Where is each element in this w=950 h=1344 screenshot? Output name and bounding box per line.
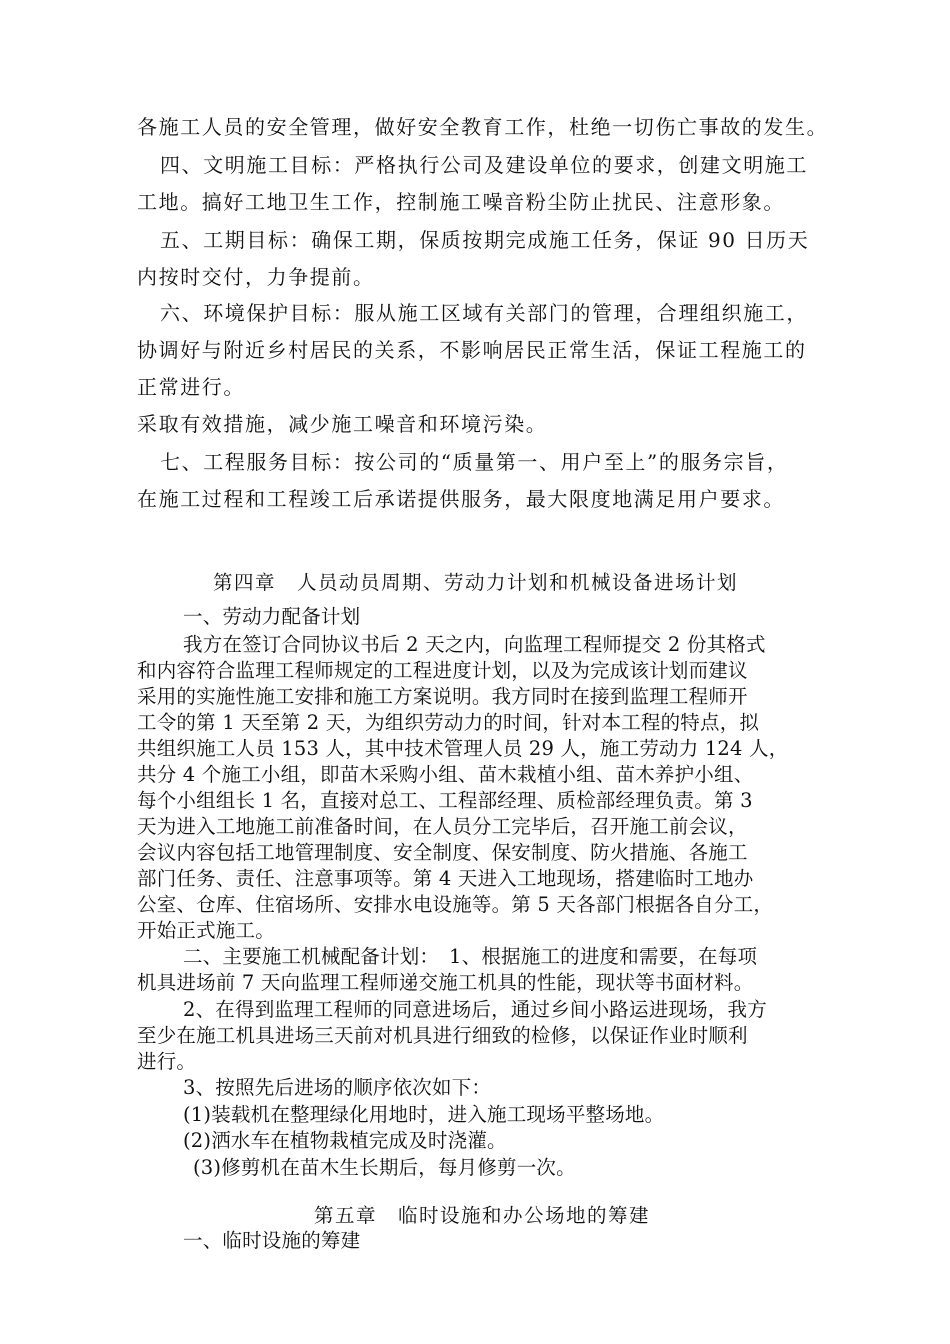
paragraph-line: 采用的实施性施工安排和施工方案说明。我方同时在接到监理工程师开 bbox=[137, 685, 748, 708]
paragraph-line: 每个小组组长 1 名，直接对总工、工程部经理、质检部经理负责。第 3 bbox=[137, 789, 753, 812]
paragraph-line: 工地。搞好工地卫生工作，控制施工噪音粉尘防止扰民、注意形象。 bbox=[137, 190, 785, 214]
list-item: (3)修剪机在苗木生长期后，每月修剪一次。 bbox=[193, 1156, 576, 1179]
paragraph-line: 公室、仓库、住宿场所、安排水电设施等。第 5 天各部门根据各自分工， bbox=[137, 893, 774, 916]
list-item: (1)装载机在整理绿化用地时，进入施工现场平整场地。 bbox=[183, 1103, 665, 1126]
paragraph-line: 七、工程服务目标：按公司的“质量第一、用户至上”的服务宗旨， bbox=[160, 450, 789, 474]
paragraph-line: 内按时交付，力争提前。 bbox=[137, 265, 375, 289]
paragraph-line: 共组织施工人员 153 人，其中技术管理人员 29 人，施工劳动力 124 人， bbox=[137, 737, 789, 760]
paragraph-line: 正常进行。 bbox=[137, 375, 245, 399]
paragraph-line: 天为进入工地施工前准备时间，在人员分工完毕后，召开施工前会议， bbox=[137, 815, 748, 838]
chapter-5-title: 第五章 临时设施和办公场地的筹建 bbox=[314, 1204, 651, 1227]
paragraph-line: 和内容符合监理工程师规定的工程进度计划，以及为完成该计划而建议 bbox=[137, 659, 748, 682]
paragraph-line: 五、工期目标：确保工期，保质按期完成施工任务，保证 90 日历天 bbox=[160, 228, 810, 252]
list-item: (2)洒水车在植物栽植完成及时浇灌。 bbox=[183, 1129, 507, 1152]
paragraph-line: 各施工人员的安全管理，做好安全教育工作，杜绝一切伤亡事故的发生。 bbox=[137, 115, 829, 139]
paragraph-line: 2、在得到监理工程师的同意进场后，通过乡间小路运进现场，我方 bbox=[183, 998, 767, 1021]
chapter-4-title: 第四章 人员动员周期、劳动力计划和机械设备进场计划 bbox=[213, 571, 739, 594]
paragraph-line: 四、文明施工目标：严格执行公司及建设单位的要求，创建文明施工 bbox=[160, 153, 808, 177]
paragraph-line: 至少在施工机具进场三天前对机具进行细致的检修，以保证作业时顺利 bbox=[137, 1024, 748, 1047]
section-heading: 一、临时设施的筹建 bbox=[183, 1229, 361, 1252]
paragraph-line: 在施工过程和工程竣工后承诺提供服务，最大限度地满足用户要求。 bbox=[137, 487, 785, 511]
section-heading: 二、主要施工机械配备计划： 1、根据施工的进度和需要，在每项 bbox=[183, 945, 758, 968]
paragraph-line: 会议内容包括工地管理制度、安全制度、保安制度、防火措施、各施工 bbox=[137, 841, 748, 864]
paragraph-line: 共分 4 个施工小组，即苗木采购小组、苗木栽植小组、苗木养护小组、 bbox=[137, 763, 754, 786]
paragraph-line: 协调好与附近乡村居民的关系，不影响居民正常生活，保证工程施工的 bbox=[137, 338, 807, 362]
paragraph-line: 进行。 bbox=[137, 1050, 197, 1073]
paragraph-line: 机具进场前 7 天向监理工程师递交施工机具的性能，现状等书面材料。 bbox=[137, 971, 754, 994]
paragraph-line: 部门任务、责任、注意事项等。第 4 天进入工地现场，搭建临时工地办 bbox=[137, 867, 754, 890]
list-intro: 3、按照先后进场的顺序依次如下： bbox=[183, 1076, 492, 1099]
paragraph-line: 我方在签订合同协议书后 2 天之内，向监理工程师提交 2 份其格式 bbox=[183, 633, 766, 656]
paragraph-line: 工令的第 1 天至第 2 天，为组织劳动力的时间，针对本工程的特点，拟 bbox=[137, 711, 760, 734]
paragraph-line: 六、环境保护目标：服从施工区域有关部门的管理，合理组织施工， bbox=[160, 301, 808, 325]
paragraph-line: 开始正式施工。 bbox=[137, 919, 275, 942]
paragraph-line: 采取有效措施，减少施工噪音和环境污染。 bbox=[137, 412, 548, 436]
section-heading: 一、劳动力配备计划 bbox=[183, 605, 361, 628]
